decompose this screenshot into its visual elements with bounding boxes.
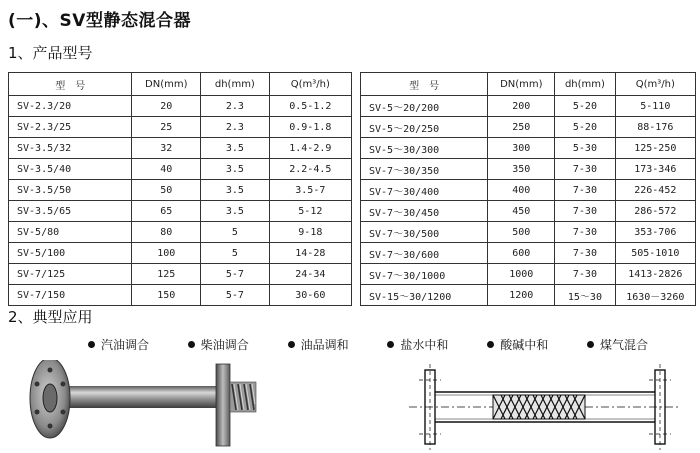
application-label: 油品调和: [300, 338, 349, 352]
cell-model: SV-7～30/350: [361, 159, 488, 180]
cell-dh: 3.5: [201, 159, 270, 180]
application-item: [288, 336, 349, 353]
cell-dh: 7-30: [555, 201, 615, 222]
cell-dn: 50: [132, 180, 201, 201]
cell-dn: 20: [132, 96, 201, 117]
application-item: [387, 336, 448, 353]
cell-q: 0.5-1.2: [269, 96, 351, 117]
cell-dh: 2.3: [201, 96, 270, 117]
table-row: [361, 117, 696, 138]
cell-model: SV-7～30/600: [361, 243, 488, 264]
table-row: [361, 138, 696, 159]
application-label: 煤气混合: [599, 338, 648, 352]
cell-dn: 1000: [488, 264, 555, 285]
cell-dh: 5-20: [555, 96, 615, 117]
cell-dn: 600: [488, 243, 555, 264]
cell-dh: 5-7: [201, 285, 270, 306]
cell-dh: 7-30: [555, 180, 615, 201]
cell-q: 1413-2826: [615, 264, 695, 285]
pipe-body: [58, 386, 238, 408]
cell-q: 5-12: [269, 201, 351, 222]
cell-q: 1.4-2.9: [269, 138, 351, 159]
cell-q: 14-28: [269, 243, 351, 264]
cell-model: SV-7～30/1000: [361, 264, 488, 285]
col-header-model: 型 号: [361, 73, 488, 96]
cell-model: SV-7/125: [9, 264, 132, 285]
cell-dn: 350: [488, 159, 555, 180]
cell-dh: 15～30: [555, 285, 615, 306]
cell-dn: 65: [132, 201, 201, 222]
cell-dh: 7-30: [555, 222, 615, 243]
cell-model: SV-5/100: [9, 243, 132, 264]
end-flange: [216, 364, 230, 446]
application-item: [487, 336, 548, 353]
cell-dh: 5-20: [555, 117, 615, 138]
col-header-dn: DN(mm): [132, 73, 201, 96]
cell-q: 30-60: [269, 285, 351, 306]
table-header-row: [9, 73, 352, 96]
cell-q: 1630－3260: [615, 285, 695, 306]
cell-model: SV-7～30/500: [361, 222, 488, 243]
cell-q: 0.9-1.8: [269, 117, 351, 138]
application-item: [88, 336, 149, 353]
table-row: [9, 264, 352, 285]
cell-model: SV-2.3/25: [9, 117, 132, 138]
cell-dn: 40: [132, 159, 201, 180]
cell-q: 125-250: [615, 138, 695, 159]
model-table-left: [8, 72, 352, 306]
table-row: [361, 96, 696, 117]
cell-dn: 125: [132, 264, 201, 285]
cell-dn: 32: [132, 138, 201, 159]
cell-q: 505-1010: [615, 243, 695, 264]
cell-dn: 80: [132, 222, 201, 243]
cell-dn: 150: [132, 285, 201, 306]
cell-dn: 1200: [488, 285, 555, 306]
mixer-product-photo: [20, 360, 270, 450]
cell-dn: 500: [488, 222, 555, 243]
flange-bore: [43, 384, 57, 412]
cell-dh: 2.3: [201, 117, 270, 138]
cell-model: SV-3.5/40: [9, 159, 132, 180]
cell-model: SV-5～30/300: [361, 138, 488, 159]
cell-dh: 3.5: [201, 180, 270, 201]
mixing-element-section: [493, 395, 585, 419]
table-row: [361, 159, 696, 180]
cell-dh: 3.5: [201, 201, 270, 222]
application-item: [587, 336, 648, 353]
cell-q: 3.5-7: [269, 180, 351, 201]
col-header-dh: dh(mm): [201, 73, 270, 96]
cell-dn: 200: [488, 96, 555, 117]
bullet-icon: [487, 341, 494, 348]
model-table-right: [360, 72, 696, 306]
table-row: [9, 180, 352, 201]
col-header-dh: dh(mm): [555, 73, 615, 96]
table-row: [361, 264, 696, 285]
table-row: [9, 96, 352, 117]
cell-dn: 100: [132, 243, 201, 264]
cell-dh: 7-30: [555, 264, 615, 285]
table-row: [361, 180, 696, 201]
table-header-row: [361, 73, 696, 96]
col-header-dn: DN(mm): [488, 73, 555, 96]
section-heading-applications: 2、典型应用: [8, 308, 93, 326]
cell-q: 173-346: [615, 159, 695, 180]
table-row: [9, 138, 352, 159]
application-label: 盐水中和: [400, 338, 449, 352]
cell-q: 88-176: [615, 117, 695, 138]
table-row: [361, 222, 696, 243]
table-row: [361, 285, 696, 306]
cell-q: 353-706: [615, 222, 695, 243]
cell-q: 2.2-4.5: [269, 159, 351, 180]
cell-dh: 5: [201, 222, 270, 243]
col-header-model: 型 号: [9, 73, 132, 96]
cell-model: SV-7～30/450: [361, 201, 488, 222]
cell-model: SV-3.5/50: [9, 180, 132, 201]
cell-model: SV-15～30/1200: [361, 285, 488, 306]
table-row: [361, 243, 696, 264]
cell-dh: 5: [201, 243, 270, 264]
cell-dn: 400: [488, 180, 555, 201]
application-label: 酸碱中和: [500, 338, 549, 352]
cell-dn: 25: [132, 117, 201, 138]
bullet-icon: [88, 341, 95, 348]
application-item: [188, 336, 249, 353]
cell-q: 24-34: [269, 264, 351, 285]
cell-model: SV-5～20/200: [361, 96, 488, 117]
cell-model: SV-5～20/250: [361, 117, 488, 138]
cell-dh: 5-30: [555, 138, 615, 159]
table-row: [9, 285, 352, 306]
page-title: (一)、SV型静态混合器: [8, 11, 191, 31]
col-header-q: Q(m³/h): [269, 73, 351, 96]
section-heading-models: 1、产品型号: [8, 44, 93, 62]
bullet-icon: [288, 341, 295, 348]
mixer-section-drawing: [405, 364, 685, 450]
cell-dh: 5-7: [201, 264, 270, 285]
cell-q: 9-18: [269, 222, 351, 243]
table-row: [361, 201, 696, 222]
table-row: [9, 201, 352, 222]
bullet-icon: [387, 341, 394, 348]
cell-dh: 3.5: [201, 138, 270, 159]
table-row: [9, 243, 352, 264]
cell-model: SV-3.5/65: [9, 201, 132, 222]
table-row: [9, 117, 352, 138]
col-header-q: Q(m³/h): [615, 73, 695, 96]
application-label: 柴油调合: [200, 338, 249, 352]
cell-dh: 7-30: [555, 243, 615, 264]
cell-dn: 300: [488, 138, 555, 159]
bullet-icon: [188, 341, 195, 348]
table-row: [9, 222, 352, 243]
cell-dn: 250: [488, 117, 555, 138]
cell-dh: 7-30: [555, 159, 615, 180]
bullet-icon: [587, 341, 594, 348]
mixing-element: [230, 382, 256, 412]
cell-model: SV-2.3/20: [9, 96, 132, 117]
cell-q: 286-572: [615, 201, 695, 222]
cell-model: SV-5/80: [9, 222, 132, 243]
cell-model: SV-7～30/400: [361, 180, 488, 201]
cell-dn: 450: [488, 201, 555, 222]
table-row: [9, 159, 352, 180]
cell-q: 5-110: [615, 96, 695, 117]
cell-q: 226-452: [615, 180, 695, 201]
cell-model: SV-7/150: [9, 285, 132, 306]
cell-model: SV-3.5/32: [9, 138, 132, 159]
application-label: 汽油调合: [101, 338, 150, 352]
applications-list: [88, 336, 648, 353]
